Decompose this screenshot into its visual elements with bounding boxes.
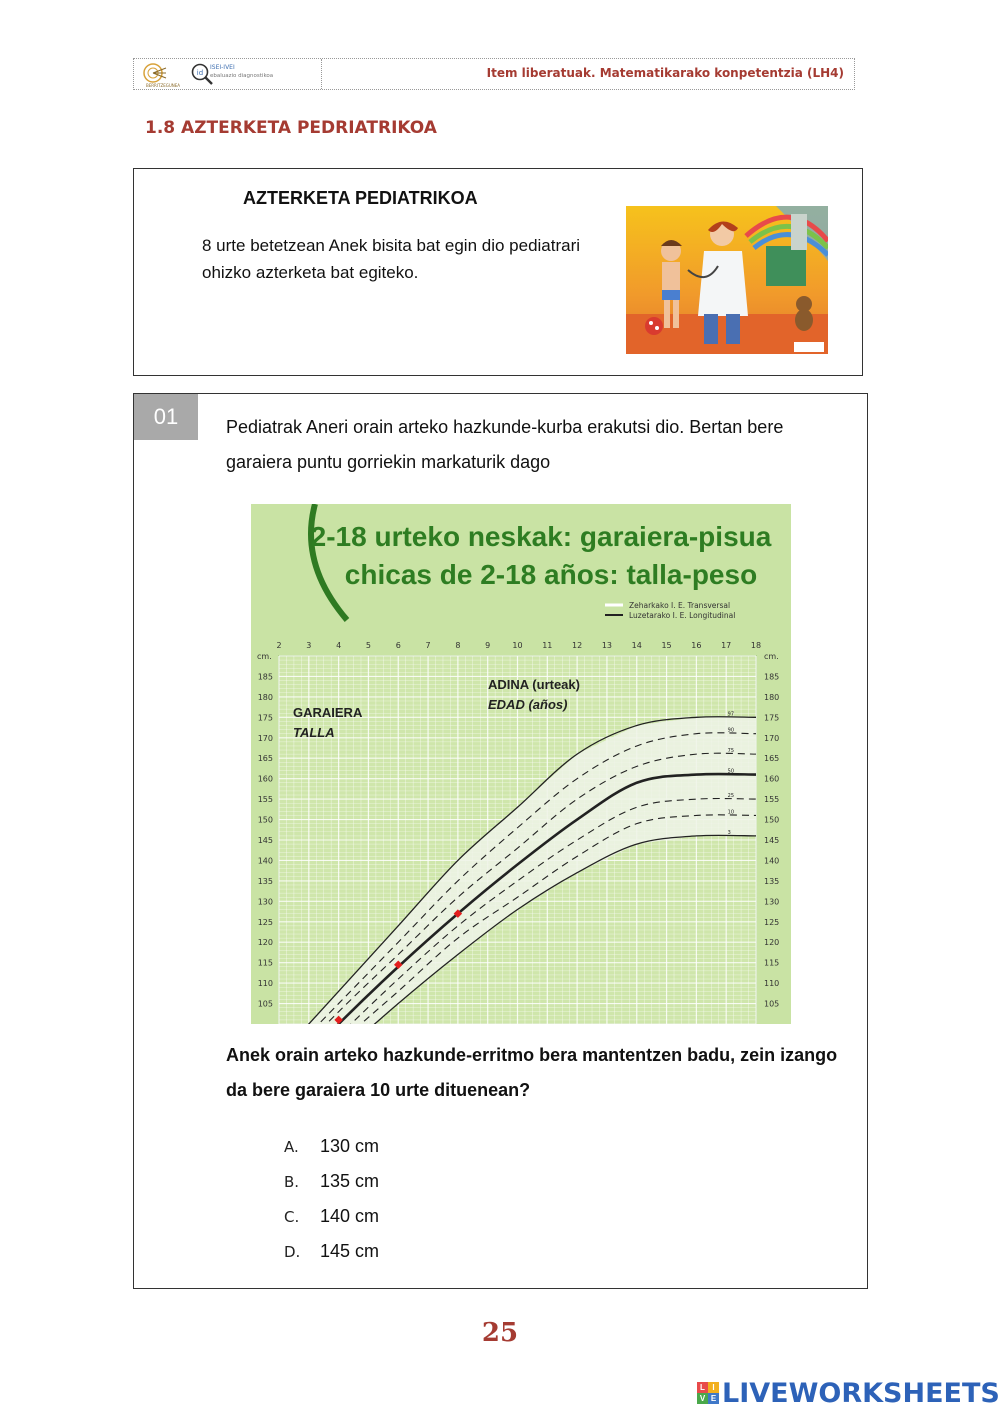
option-letter: D. xyxy=(284,1243,301,1261)
percentile-label: 75 xyxy=(727,748,735,755)
intro-text: 8 urte betetzean Anek bisita bat egin dio pediatrari ohizko azterketa bat egiteko. xyxy=(202,236,581,282)
y-tick-label-right: 125 xyxy=(764,917,780,927)
liveworksheets-wordmark: LIVEWORKSHEETS xyxy=(722,1377,1000,1409)
x-tick-label: 13 xyxy=(601,641,613,650)
growth-chart xyxy=(251,504,791,1024)
chart-xlabel2: EDAD (años) xyxy=(488,697,568,712)
y-tick-label-left: 140 xyxy=(257,856,273,866)
y-tick-label-right: 170 xyxy=(764,733,780,743)
option-b[interactable] xyxy=(284,1171,379,1192)
percentile-label: 3 xyxy=(727,829,731,836)
x-tick-label: 14 xyxy=(631,641,642,650)
y-unit-left: cm. xyxy=(257,652,272,661)
page-header xyxy=(133,58,855,90)
y-tick-label-left: 120 xyxy=(257,938,273,948)
chart-subtitle: chicas de 2-18 años: talla-peso xyxy=(344,559,758,590)
y-tick-label-right: 110 xyxy=(764,979,780,989)
y-tick-label-right: 115 xyxy=(764,958,780,968)
x-tick-label: 8 xyxy=(455,641,461,650)
x-tick-label: 11 xyxy=(542,641,553,650)
y-tick-label-left: 155 xyxy=(257,795,273,805)
y-tick-label-left: 145 xyxy=(257,836,273,845)
y-tick-label-left: 180 xyxy=(257,692,273,702)
y-tick-label-right: 135 xyxy=(764,876,780,886)
option-text: 145 cm xyxy=(320,1241,380,1261)
y-tick-label-left: 135 xyxy=(257,876,273,886)
berritzegunea-logo xyxy=(142,62,168,84)
option-text: 135 cm xyxy=(320,1171,380,1191)
x-tick-label: 4 xyxy=(336,641,342,650)
logo2-line2: ebaluazio diagnostikoa xyxy=(210,73,274,79)
option-letter: C. xyxy=(284,1208,300,1226)
y-tick-label-left: 110 xyxy=(257,979,273,989)
legend-longitudinal: Luzetarako I. E. Longitudinal xyxy=(629,611,736,620)
option-d[interactable] xyxy=(284,1241,379,1262)
y-tick-label-left: 150 xyxy=(257,815,273,825)
question-prompt: Anek orain arteko hazkunde-erritmo bera mantentzen badu, zein izango da bere garaiera 10 urte dituenean? xyxy=(226,1045,838,1100)
x-tick-label: 17 xyxy=(721,641,732,650)
y-tick-label-right: 155 xyxy=(764,795,780,805)
percentile-label: 97 xyxy=(727,711,735,718)
chart-title: 2-18 urteko neskak: garaiera-pisua xyxy=(310,521,772,552)
y-tick-label-right: 130 xyxy=(764,897,780,907)
y-tick-label-right: 105 xyxy=(764,999,780,1009)
y-tick-label-left: 170 xyxy=(257,733,273,743)
x-tick-label: 10 xyxy=(512,641,523,650)
x-tick-label: 16 xyxy=(691,641,702,650)
x-tick-label: 5 xyxy=(365,641,371,650)
y-tick-label-left: 175 xyxy=(257,713,273,723)
x-tick-label: 3 xyxy=(306,641,312,650)
y-tick-label-left: 130 xyxy=(257,897,273,907)
liveworksheets-logo[interactable] xyxy=(697,1378,1000,1408)
legend-transversal: Zeharkako I. E. Transversal xyxy=(629,601,731,610)
option-letter: A. xyxy=(284,1138,299,1156)
x-tick-label: 12 xyxy=(572,641,583,650)
y-tick-label-left: 115 xyxy=(257,958,273,968)
y-tick-label-right: 145 xyxy=(764,836,780,845)
intro-box xyxy=(133,168,863,376)
option-text: 140 cm xyxy=(320,1206,380,1226)
question-text: Pediatrak Aneri orain arteko hazkunde-kurba erakutsi dio. Bertan bere garaiera puntu gorriekin markaturik dago xyxy=(226,417,784,472)
y-tick-label-right: 160 xyxy=(764,774,780,784)
x-tick-label: 15 xyxy=(661,641,672,650)
percentile-label: 10 xyxy=(727,809,735,816)
y-tick-label-left: 160 xyxy=(257,774,273,784)
y-tick-label-right: 140 xyxy=(764,856,780,866)
x-tick-label: 9 xyxy=(485,641,491,650)
chart-ylabel: GARAIERA xyxy=(293,705,363,720)
x-tick-label: 6 xyxy=(395,641,401,650)
y-tick-label-left: 165 xyxy=(257,754,273,764)
question-number: 01 xyxy=(134,394,198,440)
section-heading: 1.8 AZTERKETA PEDRIATRIKOA xyxy=(145,118,437,138)
percentile-label: 50 xyxy=(727,768,735,775)
option-text: 130 cm xyxy=(320,1136,380,1156)
x-tick-label: 18 xyxy=(750,641,762,650)
y-tick-label-right: 165 xyxy=(764,754,780,764)
x-tick-label: 2 xyxy=(276,641,282,650)
intro-title: AZTERKETA PEDIATRIKOA xyxy=(243,188,478,208)
page-number: 25 xyxy=(481,1318,519,1348)
svg-text:id: id xyxy=(196,69,204,77)
y-tick-label-right: 120 xyxy=(764,938,780,948)
y-tick-label-right: 150 xyxy=(764,815,780,825)
liveworksheets-mark-icon: L I V E xyxy=(697,1382,719,1404)
y-tick-label-right: 185 xyxy=(764,672,780,682)
logo1-caption: BERRITZEGUNEA xyxy=(146,83,181,88)
pediatrician-illustration xyxy=(626,206,828,354)
option-c[interactable] xyxy=(284,1206,379,1227)
option-a[interactable] xyxy=(284,1136,379,1157)
chart-xlabel: ADINA (urteak) xyxy=(488,677,580,692)
y-tick-label-left: 185 xyxy=(257,672,273,682)
question-box xyxy=(133,393,868,1289)
y-tick-label-left: 105 xyxy=(257,999,273,1009)
x-tick-label: 7 xyxy=(425,641,431,650)
header-title: Item liberatuak. Matematikarako konpetentzia (LH4) xyxy=(486,66,844,80)
percentile-label: 90 xyxy=(727,727,735,734)
y-tick-label-left: 125 xyxy=(257,917,273,927)
logo2-line1: ISEI-IVEI xyxy=(210,64,235,71)
percentile-label: 25 xyxy=(727,793,735,800)
y-tick-label-right: 175 xyxy=(764,713,780,723)
y-tick-label-right: 180 xyxy=(764,692,780,702)
option-letter: B. xyxy=(284,1173,300,1191)
chart-ylabel2: TALLA xyxy=(293,725,335,740)
y-unit-right: cm. xyxy=(764,652,779,661)
